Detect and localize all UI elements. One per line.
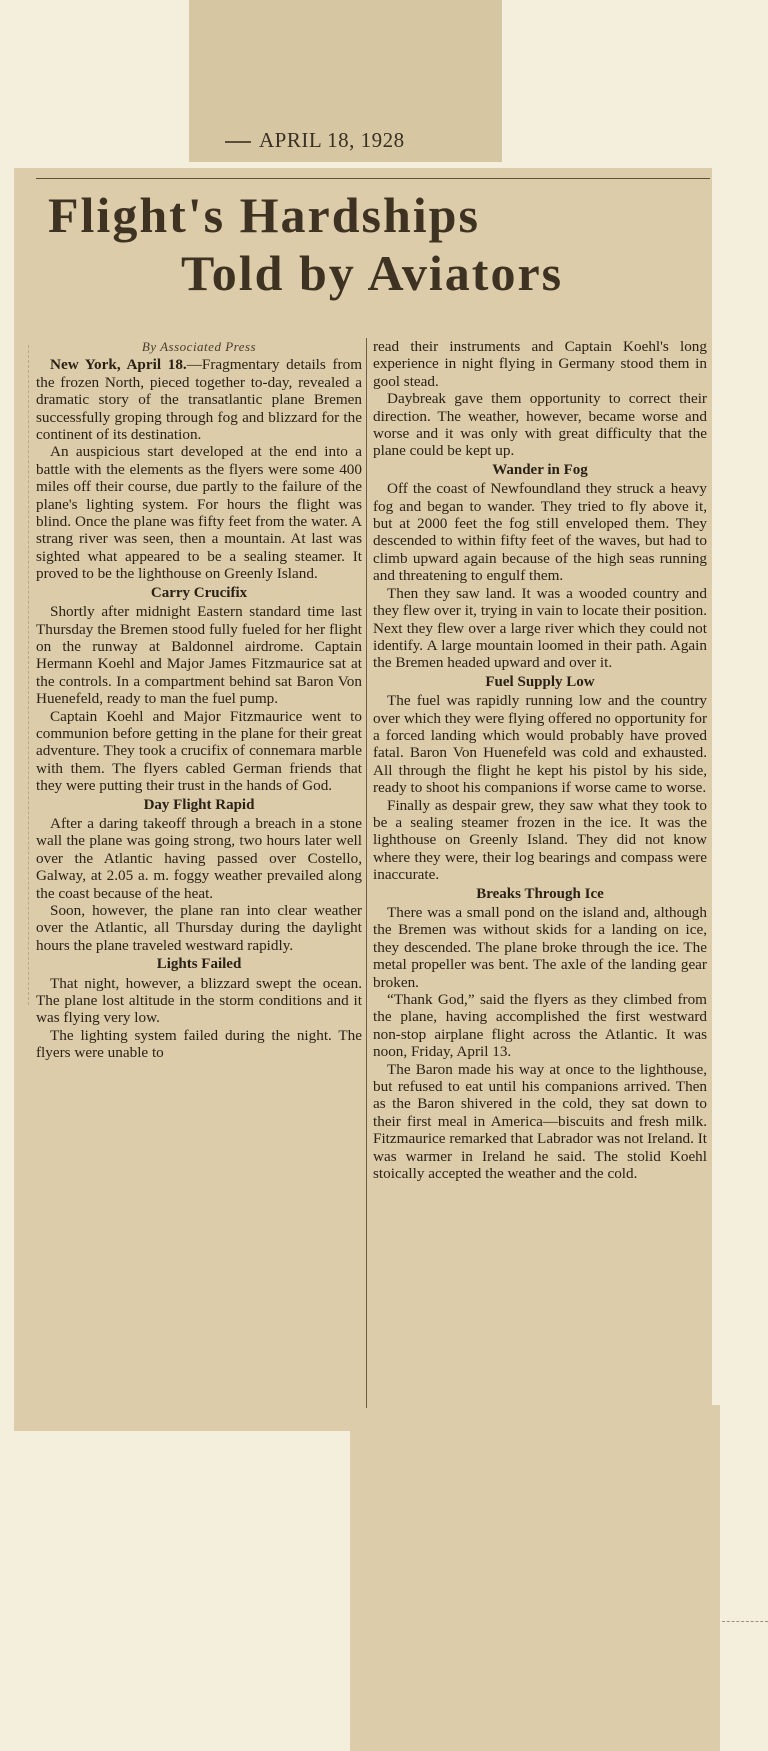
dateline: New York, April 18. [50, 356, 187, 374]
top-rule [36, 178, 710, 179]
article-column-right [373, 338, 707, 1183]
margin-marks [28, 345, 29, 1005]
paragraph: “Thank God,” said the flyers as they climbed from the plane, having accomplished the first westward non-stop airplane flight across the Atlantic. It was noon, Friday, April 13. [373, 991, 707, 1061]
date-label [225, 128, 405, 153]
subhead-breaks-through-ice: Breaks Through Ice [476, 885, 604, 902]
paragraph: read their instruments and Captain Koehl's long experience in night flying in Germany stood them in gool stead. [373, 338, 707, 390]
headline-line-2: Told by Aviators [181, 245, 564, 301]
headline-line-1: Flight's Hardships [48, 187, 480, 243]
paragraph: An auspicious start developed at the end into a battle with the elements as the flyers were some 400 miles off their course, due partly to the failure of the plane's lighting system. For hours the flight was blind. Once the plane was fifty feet from the water. A strang river was seen, then a mountain. At last was sighted what appeared to be a sealing steamer. It proved to be the lighthouse on Greenly Island. [36, 443, 362, 583]
byline: By Associated Press [141, 339, 257, 354]
subhead-lights-failed: Lights Failed [156, 956, 242, 973]
paragraph: Finally as despair grew, they saw what they took to be a sealing steamer frozen in the ice. It was the lighthouse on Greenly Island. They did not know where they were, their log bearings and compass were inaccurate. [373, 796, 707, 884]
subhead-wander-in-fog: Wander in Fog [492, 461, 588, 478]
paragraph: The fuel was rapidly running low and the country over which they were flying offered no opportunity for a forced landing which would probably have proved fatal. Baron Von Huenefeld was cold and exhausted. All through the flight he kept his pistol by his side, ready to shoot his companions if worse came to worse. [373, 692, 707, 797]
article-column-left [36, 338, 362, 1062]
paragraph: Then they saw land. It was a wooded country and they flew over it, trying in vain to locate their position. Next they flew over a large river which they could not identify. A large mountain loomed in their path. Again the Bremen headed upward and over it. [373, 584, 707, 672]
column-divider [366, 338, 367, 1408]
date-dash [225, 141, 251, 143]
paragraph: After a daring takeoff through a breach in a stone wall the plane was going strong, two hours later well over the Atlantic having passed over Costello, Galway, at 2.05 a. m. foggy weather prevailed along the coast because of the heat. [36, 814, 362, 902]
paragraph: That night, however, a blizzard swept the ocean. The plane lost altitude in the storm conditions and it was flying very low. [36, 974, 362, 1027]
paragraph: The lighting system failed during the night. The flyers were unable to [36, 1026, 362, 1062]
paragraph: The Baron made his way at once to the lighthouse, but refused to eat until his companions arrived. Then as the Baron shivered in the cold, they sat down to their first meal in America—biscuits and fresh milk. Fitzmaurice remarked that Labrador was not Ireland. It was warmer in Ireland he said. The stolid Koehl stoically accepted the weather and the cold. [373, 1060, 707, 1183]
paragraph: Off the coast of Newfoundland they struck a heavy fog and began to wander. They tried to fly above it, but at 2000 feet the fog still enveloped them. They descended to within fifty feet of the waves, but had to climb upward again because of the high seas running and threatening to engulf them. [373, 480, 707, 585]
paragraph: There was a small pond on the island and, although the Bremen was without skids for a landing on ice, they descended. The plane broke through the ice. The metal propeller was bent. The axle of the landing gear broken. [373, 904, 707, 991]
paragraph: Shortly after midnight Eastern standard time last Thursday the Bremen stood fully fueled for her flight on the runway at Baldonnel airdrome. Captain Hermann Koehl and Major James Fitzmaurice sat at the controls. In a compartment behind sat Baron Von Huenefeld, ready to man the fuel pump. [36, 603, 362, 708]
subhead-carry-crucifix: Carry Crucifix [150, 584, 248, 601]
paragraph: Daybreak gave them opportunity to correct their direction. The weather, however, became worse and worse and it was only with great difficulty that the plane could be kept up. [373, 390, 707, 460]
paragraph: Captain Koehl and Major Fitzmaurice went to communion before getting in the plane for their great adventure. They took a crucifix of connemara marble with them. The flyers cabled German friends that they were putting their trust in the hands of God. [36, 707, 362, 795]
headline [48, 186, 708, 302]
paragraph [36, 356, 362, 443]
paragraph: Soon, however, the plane ran into clear weather over the Atlantic, all Thursday during the daylight hours the plane traveled westward rapidly. [36, 902, 362, 954]
subhead-day-flight-rapid: Day Flight Rapid [143, 796, 255, 813]
date-text: APRIL 18, 1928 [259, 128, 405, 152]
article-clipping-tail [350, 1405, 720, 1751]
paragraph-text: —Fragmentary details from the frozen North, pieced together to-day, revealed a dramatic story of the transatlantic plane Bremen successfully groping through fog and blizzard for the continent of its destination. [36, 356, 363, 444]
subhead-fuel-supply-low: Fuel Supply Low [485, 673, 595, 690]
pencil-mark [722, 1621, 768, 1622]
